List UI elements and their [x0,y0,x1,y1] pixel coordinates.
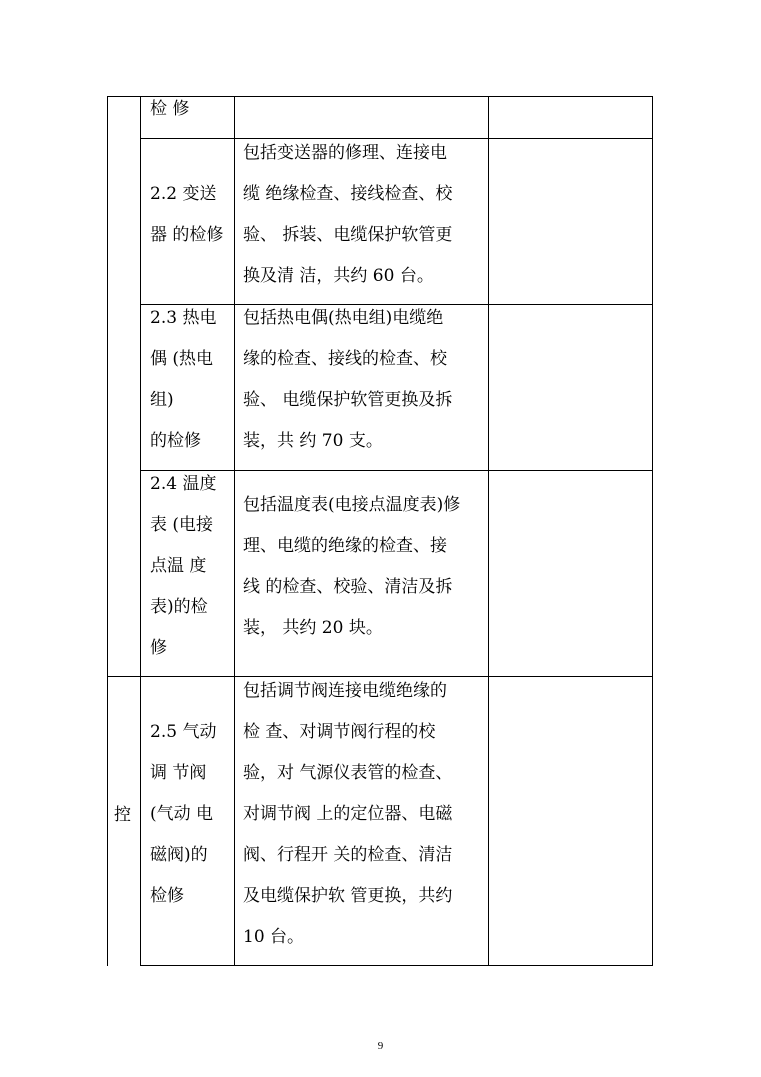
table-cell-item: 2.3 热电 偶 (热电 组) 的检修 [150,308,217,451]
table-cell-item: 2.5 气动 调 节阀 (气动 电 磁阀)的 检修 [150,722,217,906]
table-cell-category: 控 [114,805,131,825]
table-cell-item: 2.4 温度 表 (电接 点温 度 表)的检 修 [150,474,217,658]
table-border-left-lower [107,676,108,966]
page-number: 9 [377,1040,384,1052]
table-cell-content: 包括温度表(电接点温度表)修 理、电缆的绝缘的检查、接 线 的检查、校验、清洁及拆 装， 共约 20 块。 [243,495,461,638]
table-bottom-border [140,965,653,966]
table-col-divider-1 [140,96,141,966]
table-border-right [652,96,653,966]
table-cell-content: 包括变送器的修理、连接电 缆 绝缘检查、接线检查、校 验、 拆装、电缆保护软管更 换及清 洁，共约 60 台。 [243,143,453,286]
table-border-left-upper [107,96,108,676]
table-col-divider-3 [488,96,489,966]
table-cell-item: 检 修 [150,99,190,119]
table-cell-content: 包括调节阀连接电缆绝缘的 检 查、对调节阀行程的校 验，对 气源仪表管的检查、 对调节阀 上的定位器、电磁 阀、行程开 关的检查、清洁 及电缆保护软 管更换，共约 10 台。 [243,681,453,947]
table-cell-content: 包括热电偶(热电组)电缆绝 缘的检查、接线的检查、校 验、 电缆保护软管更换及拆 装，共 约 70 支。 [243,308,453,451]
table-cell-item: 2.2 变送 器 的检修 [150,184,224,245]
